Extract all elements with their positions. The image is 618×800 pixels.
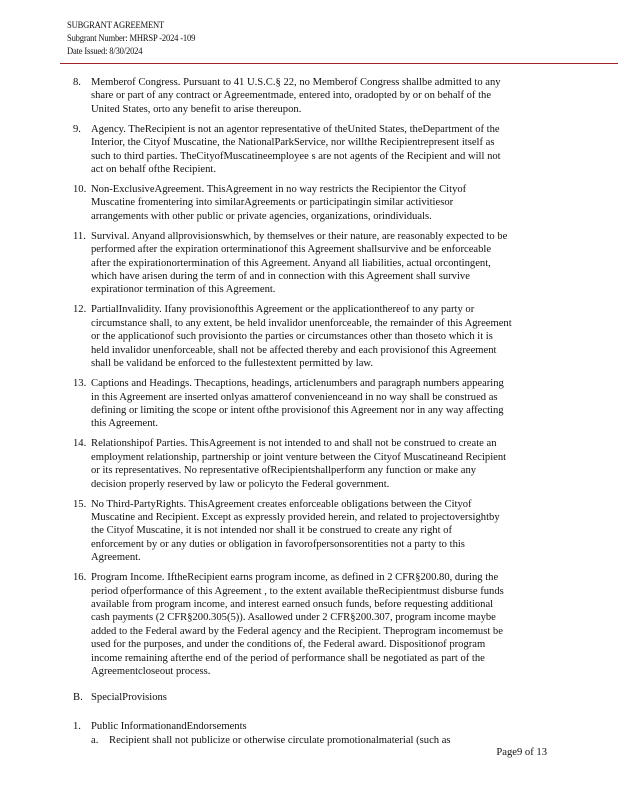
clause-text-line: available from program income, and interest earned onsuch funds, before requesting additional [91,598,494,610]
clause-number: 8. [73,77,81,88]
clause-text-line: Captions and Headings. Thecaptions, headings, articlenumbers and paragraph numbers appearing [91,378,504,390]
clause-item [0,230,618,297]
clause-text-line: Agreementcloseout process. [91,666,211,677]
clause-text-line: Interior, the Cityof Muscatine, the NationalParkService, nor willthe Recipientrepresent itself as [91,137,495,149]
page-number: Page9 of 13 [496,747,547,758]
clause-text-line: cash payments (2 CFR§200.305(5)). Asallowed under 2 CFR§200.307, program income maybe [91,612,496,624]
clause-text-line: income remaining afterthe end of the period of performance shall be negotiated as part of the [91,652,485,664]
clause-text [91,123,618,177]
clause-text-line: arrangements with other public or private agencies, organizations, orindividuals. [91,210,432,222]
clause-text [91,303,618,370]
clause-text-line: expirationor termination of this Agreement. [91,284,276,296]
clause-number: 15. [73,498,87,510]
header-date-issued: Date Issued: 8/30/2024 [67,47,143,57]
subsection-1a-letter: a. [91,735,99,746]
clause-text-line: performed after the expiration orterminationof this Agreement shallsurvive and be enforceable [91,244,492,256]
clause-text-line: held invalidor unenforceable, shall not be affected thereby and each provisionof this Agreement [91,344,497,356]
clause-text-line: period ofperformance of this Agreement , to the extent available theRecipientmust disburse funds [91,585,504,597]
clause-text-line: decision properly reserved by law or policyto the Federal government. [91,478,390,490]
clause-text-line: in this Agreement are inserted onlyas amatterof convenienceand in no way shall be construed as [91,391,498,403]
clause-text-line: United States, orto any benefit to arise thereupon. [91,103,302,115]
subsection-1a-text: Recipient shall not publicize or otherwise circulate promotionalmaterial (such as [109,735,451,746]
header-subgrant-number: Subgrant Number: MHRSP -2024 -109 [67,34,196,44]
clause-item [0,377,618,431]
clause-text-line: enforcement by or any duties or obligation in favorofpersonsorentities not a party to this [91,538,465,550]
clause-text-line: circumstance shall, to any extent, be held invalidor unenforceable, the remainder of this Agreement [91,317,512,329]
clause-text-line: which have arisen during the term of and in connection with this Agreement shall survive [91,271,470,283]
clause-text-line: such to third parties. TheCityofMuscatineemployee s are not agents of the Recipient and will not [91,150,501,162]
clause-text-line: Survival. Anyand allprovisionswhich, by themselves or their nature, are reasonably expected to be [91,230,508,242]
clause-item [0,303,618,370]
clause-item [0,571,618,678]
clause-text-line: act on behalf ofthe Recipient. [91,164,217,176]
clause-text-line: Non-ExclusiveAgreement. ThisAgreement in no way restricts the Recipientor the Cityof [91,184,467,196]
subsection-1-number: 1. [73,721,81,732]
clause-item [0,76,618,116]
section-b-number: B. [73,692,83,703]
clause-text-line: shall be validand be enforced to the fullestextent permitted by law. [91,358,374,370]
clause-list [0,76,618,685]
clause-text-line: No Third-PartyRights. ThisAgreement creates enforceable obligations between the Cityof [91,498,472,510]
clause-number: 16. [73,572,87,584]
clause-number: 12. [73,304,87,316]
clause-text-line: share or part of any contract or Agreementmade, entered into, oradopted by or on behalf of the [91,90,492,102]
clause-number: 9. [73,123,81,135]
clause-text [91,437,618,491]
clause-text-line: Relationshipof Parties. ThisAgreement is not intended to and shall not be construed to create an [91,438,497,450]
clause-text-line: this Agreement. [91,418,159,430]
section-b-heading: SpecialProvisions [91,692,167,703]
clause-text-line: employment relationship, partnership or joint venture between the Cityof Muscatineand Recipient [91,451,507,463]
header-title: SUBGRANT AGREEMENT [67,21,165,31]
clause-text-line: Muscatine and Recipient. Except as expressly provided herein, and related to projectoversightby [91,511,500,523]
clause-number: 10. [73,184,87,196]
clause-number: 13. [73,378,87,390]
clause-text [91,377,618,431]
clause-text-line: Agreement. [91,552,141,564]
clause-text [91,76,618,116]
clause-text-line: Program Income. IftheRecipient earns program income, as defined in 2 CFR§200.80, during the [91,572,499,584]
clause-text [91,230,618,297]
clause-text-line: or the applicationof such provisionto the parties or circumstances other than thoseto which it is [91,331,493,343]
clause-text [91,571,618,678]
clause-text-line: defining or limiting the scope or intent ofthe provisionof this Agreement nor in any way affecting [91,404,504,416]
clause-number: 14. [73,438,87,450]
clause-text-line: Memberof Congress. Pursuant to 41 U.S.C.§ 22, no Memberof Congress shallbe admitted to any [91,77,501,88]
clause-text [91,183,618,223]
clause-text-line: or its representatives. No representative ofRecipientshallperform any function or make any [91,465,477,477]
clause-text-line: PartialInvalidity. Ifany provisionofthis Agreement or the applicationthereof to any party or [91,304,475,316]
subsection-1-heading: Public InformationandEndorsements [91,721,247,732]
clause-text-line: Agency. TheRecipient is not an agentor representative of theUnited States, theDepartment of the [91,123,500,135]
clause-item [0,183,618,223]
clause-item [0,437,618,491]
clause-text [91,498,618,565]
clause-text-line: added to the Federal award by the Federal agency and the Recipient. Theprogram incomemust be [91,625,503,637]
clause-text-line: Muscatine fromentering into similarAgreements or participatingin similar activitiesor [91,197,454,209]
clause-text-line: used for the purposes, and under the conditions of, the Federal award. Dispositionof program [91,639,486,651]
clause-number: 11. [73,230,86,242]
clause-text-line: after the expirationortermination of this Agreement. Anyand all liabilities, actual orcontingent, [91,257,491,269]
header-divider [60,63,618,64]
clause-item [0,498,618,565]
clause-item [0,123,618,177]
clause-text-line: the Cityof Muscatine, it is not intended nor shall it be construed to create any right of [91,525,452,537]
document-header [67,20,195,59]
